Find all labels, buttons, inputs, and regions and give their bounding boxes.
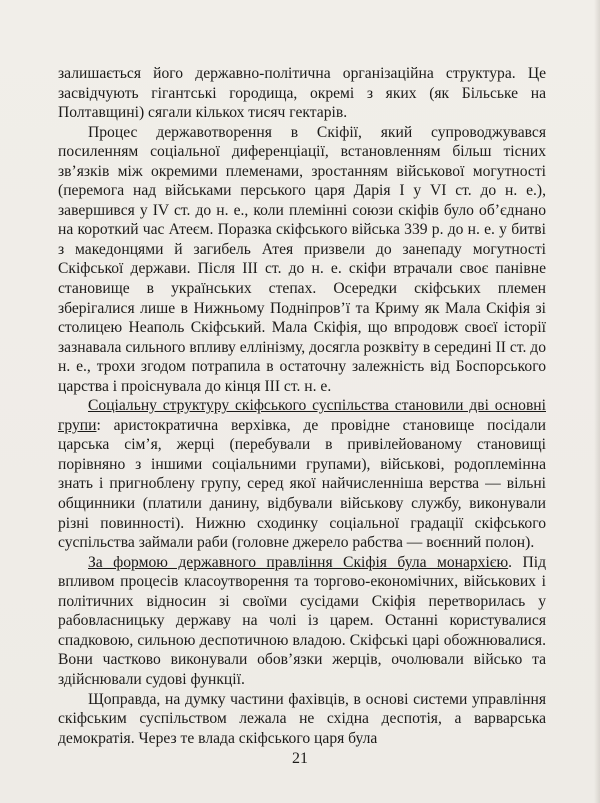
- page-edge-shadow: [594, 0, 600, 803]
- body-text: [58, 64, 546, 748]
- underlined-key-phrase: Соціальну структуру скіфського суспільства становили дві основні групи: [58, 397, 546, 434]
- paragraph-text: залишається його державно-політична організаційна структура. Це засвідчують гігантські городища, окремі з яких (як Більське на Полтавщині) сягали кількох тисяч гектарів.: [58, 65, 546, 122]
- paragraph-text: Процес державотворення в Скіфії, який супроводжувався посиленням соціальної диференціації, встановленням більш тісних зв’язків між окремими племенами, зростанням військової могутності (перемога над військами перського царя Дарія I у VI ст. до н. е.), завершився у IV ст. до н. е., коли племінні союзи скіфів було об’єднано на короткий час Атеєм. Поразка скіфського війська 339 р. до н. е. у битві з македонцями й загибель Атея призвели до занепаду могутності Скіфської держави. Після III ст. до н. е. скіфи втрачали своє панівне становище в українських степах. Осередки скіфських племен зберігалися лише в Нижньому Подніпров’ї та Криму як Мала Скіфія зі столицею Неаполь Скіфський. Мала Скіфія, що впродовж своєї історії зазнавала сильного впливу еллінізму, досягла розквіту в середині II ст. до н. е., трохи згодом потрапила в остаточну залежність від Боспорського царства і проіснувала до кінця III ст. н. е.: [58, 123, 546, 395]
- paragraph-social-structure: [58, 396, 546, 552]
- paragraph-text: . Під впливом процесів класоутворення та торгово-економічних, військових і політичних відносин зі своїми сусідами Скіфія перетворилась у рабовласницьку державу на чолі із царем. Останні користувалися спадковою, сильною деспотичною владою. Скіфські царі обожнювалися. Вони частково виконували обов’язки жерців, очолювали військо та здійснювали судові функції.: [58, 553, 547, 688]
- paragraph-text: : аристократична верхівка, де провідне становище посідали царська сім’я, жерці (перебували в привілейованому становищі порівняно з іншими соціальними групами), військові, родоплемінна знать і пригноблену групу, серед якої найчисленніша верства — вільні общинники (платили данину, відбували військову службу, виконували різні повинності). Нижню сходинку соціальної градації скіфського суспільства займали раби (головне джерело рабства — воєнний полон).: [58, 416, 546, 552]
- paragraph-alternative-view: [58, 690, 546, 749]
- underlined-key-phrase: За формою державного правління Скіфія була монархією: [88, 553, 509, 571]
- paragraph-continuation: [58, 64, 546, 123]
- paragraph-statehood-process: [58, 123, 546, 397]
- page-number: 21: [292, 750, 308, 767]
- paragraph-form-of-government: [58, 553, 546, 690]
- paragraph-text: Щоправда, на думку частини фахівців, в основі системи управління скіфським суспільством лежала не східна деспотія, а варварська демократія. Через те влада скіфського царя була: [58, 690, 546, 747]
